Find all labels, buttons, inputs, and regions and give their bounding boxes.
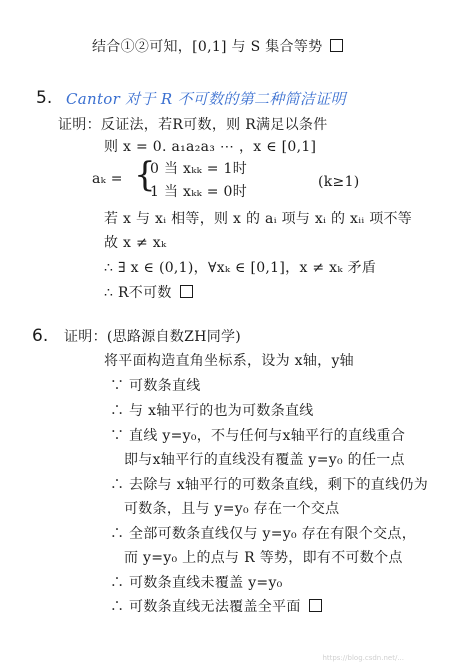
s5-line-3: 若 x 与 xᵢ 相等，则 x 的 aᵢ 项与 xᵢ 的 xᵢᵢ 项不等 — [104, 211, 413, 227]
watermark: https://blog.csdn.net/... — [322, 654, 404, 662]
s5-line-1: 证明：反证法，若R可数，则 R满足以条件 — [58, 117, 328, 133]
s5-ak-label: aₖ = — [92, 171, 123, 187]
qed-box — [309, 599, 322, 612]
s6-line-12-text: ∴ 可数条直线无法覆盖全平面 — [110, 599, 301, 615]
qed-box — [180, 285, 193, 298]
s6-line-11: ∴ 可数条直线未覆盖 y=y₀ — [110, 575, 283, 591]
s5-line-6-text: ∴ R不可数 — [104, 285, 172, 301]
section-6-number: 6. — [32, 326, 49, 346]
s6-line-1: 证明：(思路源自数ZH同学) — [64, 329, 242, 345]
s5-line-2: 则 x = 0. a₁a₂a₃ ⋯ ，x ∈ [0,1] — [104, 139, 317, 155]
s5-case-note: (k≥1) — [318, 174, 360, 190]
s5-line-4: 故 x ≠ xₖ — [104, 235, 167, 251]
s6-line-12 — [110, 598, 322, 616]
s6-line-10: 而 y=y₀ 上的点与 R 等势，即有不可数个点 — [124, 550, 403, 566]
s5-line-5: ∴ ∃ x ∈ (0,1)，∀xₖ ∈ [0,1]，x ≠ xₖ 矛盾 — [104, 260, 377, 276]
section-5-heading: Cantor 对于 R 不可数的第二种简洁证明 — [66, 90, 346, 108]
section-5-number: 5. — [36, 88, 53, 108]
piecewise-brace: { — [134, 155, 156, 195]
s6-line-2: 将平面构造直角坐标系，设为 x轴，y轴 — [104, 353, 354, 369]
conclusion-line — [92, 38, 343, 56]
s5-case-1: 0 当 xₖₖ = 1时 — [150, 161, 248, 177]
s5-case-2: 1 当 xₖₖ = 0时 — [150, 184, 248, 200]
s6-line-5: ∵ 直线 y=y₀，不与任何与x轴平行的直线重合 — [110, 428, 406, 444]
s6-line-7: ∴ 去除与 x轴平行的可数条直线，剩下的直线仍为 — [110, 477, 428, 493]
s6-line-9: ∴ 全部可数条直线仅与 y=y₀ 存在有限个交点， — [110, 526, 417, 542]
conclusion-text: 结合①②可知，[0,1] 与 S 集合等势 — [92, 39, 323, 55]
s5-line-6 — [104, 284, 193, 302]
s6-line-3: ∵ 可数条直线 — [110, 378, 201, 394]
s6-line-8: 可数条，且与 y=y₀ 存在一个交点 — [124, 501, 340, 517]
qed-box — [330, 39, 343, 52]
s6-line-6: 即与x轴平行的直线没有覆盖 y=y₀ 的任一点 — [124, 452, 405, 468]
s6-line-4: ∴ 与 x轴平行的也为可数条直线 — [110, 403, 314, 419]
